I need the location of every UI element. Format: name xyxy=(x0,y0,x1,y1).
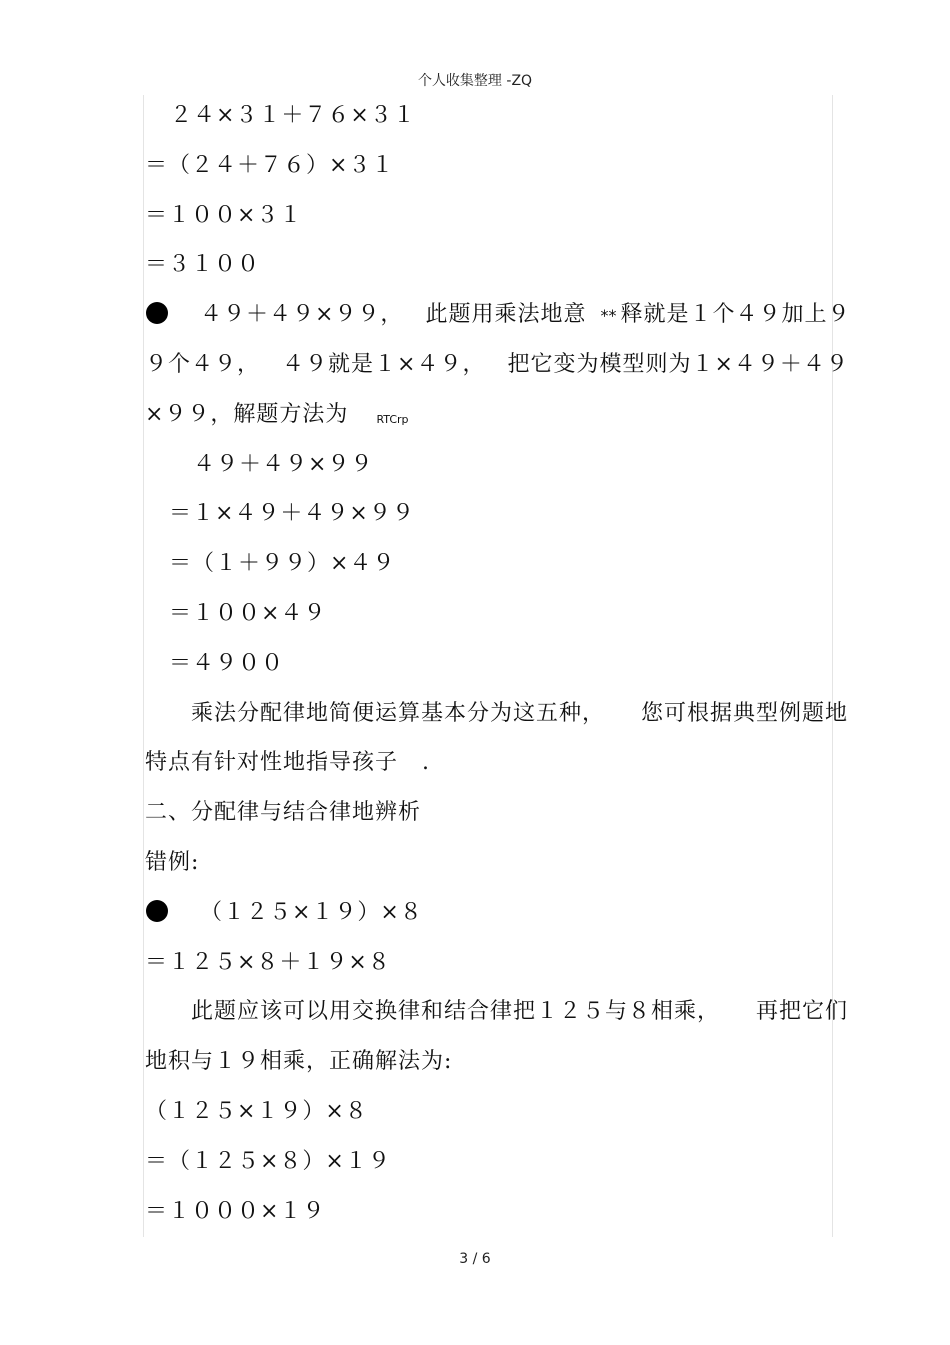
text-segment: 释就是１个４９加上９ xyxy=(620,302,851,328)
text-line xyxy=(145,696,849,746)
text-line xyxy=(145,297,851,347)
text-segment: ９个４９， xyxy=(145,351,261,377)
text-line: ４９＋４９×９９ xyxy=(193,451,374,477)
text-line: ＝１００×３１ xyxy=(145,202,303,228)
text-line xyxy=(145,347,849,397)
text-line: ＝３１００ xyxy=(145,252,261,278)
text-segment: 特点有针对性地指导孩子 xyxy=(145,750,399,776)
text-segment: 把它变为模型则为１×４９＋４９ xyxy=(507,351,849,377)
text-segment: . xyxy=(422,750,431,776)
text-line xyxy=(145,994,849,1044)
text-segment: （１２５×１９）×８ xyxy=(200,899,423,925)
text-line: ２４×３１＋７６×３１ xyxy=(170,103,416,128)
text-segment: 您可根据典型例题地 xyxy=(641,700,849,726)
text-line xyxy=(145,397,835,447)
page-header: 个人收集整理 -ZQ xyxy=(417,73,533,89)
page-border-left xyxy=(143,95,144,1237)
text-line: ＝１０００×１９ xyxy=(145,1198,326,1224)
page-number: 3 / 6 xyxy=(459,1251,491,1267)
text-segment: 此题应该可以用交换律和结合律把１２５与８相乘， xyxy=(191,999,721,1025)
text-line: ＝（２４＋７６）×３１ xyxy=(145,152,395,178)
text-segment: ×９９，解题方法为 xyxy=(145,401,349,427)
text-segment: RTCrp xyxy=(376,412,409,426)
text-segment: 此题用乘法地意 xyxy=(425,302,587,328)
text-line: （１２５×１９）×８ xyxy=(145,1098,368,1124)
bullet-icon xyxy=(146,900,168,922)
text-line: ＝４９００ xyxy=(169,650,285,676)
text-line: 错例: xyxy=(145,849,200,875)
text-segment: 再把它们 xyxy=(756,999,849,1025)
text-line: 地积与１９相乘，正确解法为: xyxy=(145,1049,453,1075)
text-line xyxy=(145,895,835,945)
text-line: ＝（１２５×８）×１９ xyxy=(145,1148,391,1174)
text-line: ＝１×４９＋４９×９９ xyxy=(169,501,415,527)
bullet-icon xyxy=(146,302,168,324)
text-segment: ４９＋４９×９９， xyxy=(200,302,404,328)
text-line: ＝１００×４９ xyxy=(169,600,327,626)
text-line: ＝１２５×８＋１９×８ xyxy=(145,949,391,975)
page-content xyxy=(145,98,851,1243)
text-line xyxy=(145,745,835,795)
text-segment: ** xyxy=(600,306,617,326)
section-heading: 二、分配律与结合律地辨析 xyxy=(145,800,422,826)
text-line: ＝（１＋９９）×４９ xyxy=(169,551,396,577)
text-segment: 乘法分配律地简便运算基本分为这五种， xyxy=(191,700,606,726)
text-segment: ４９就是１×４９， xyxy=(282,351,486,377)
